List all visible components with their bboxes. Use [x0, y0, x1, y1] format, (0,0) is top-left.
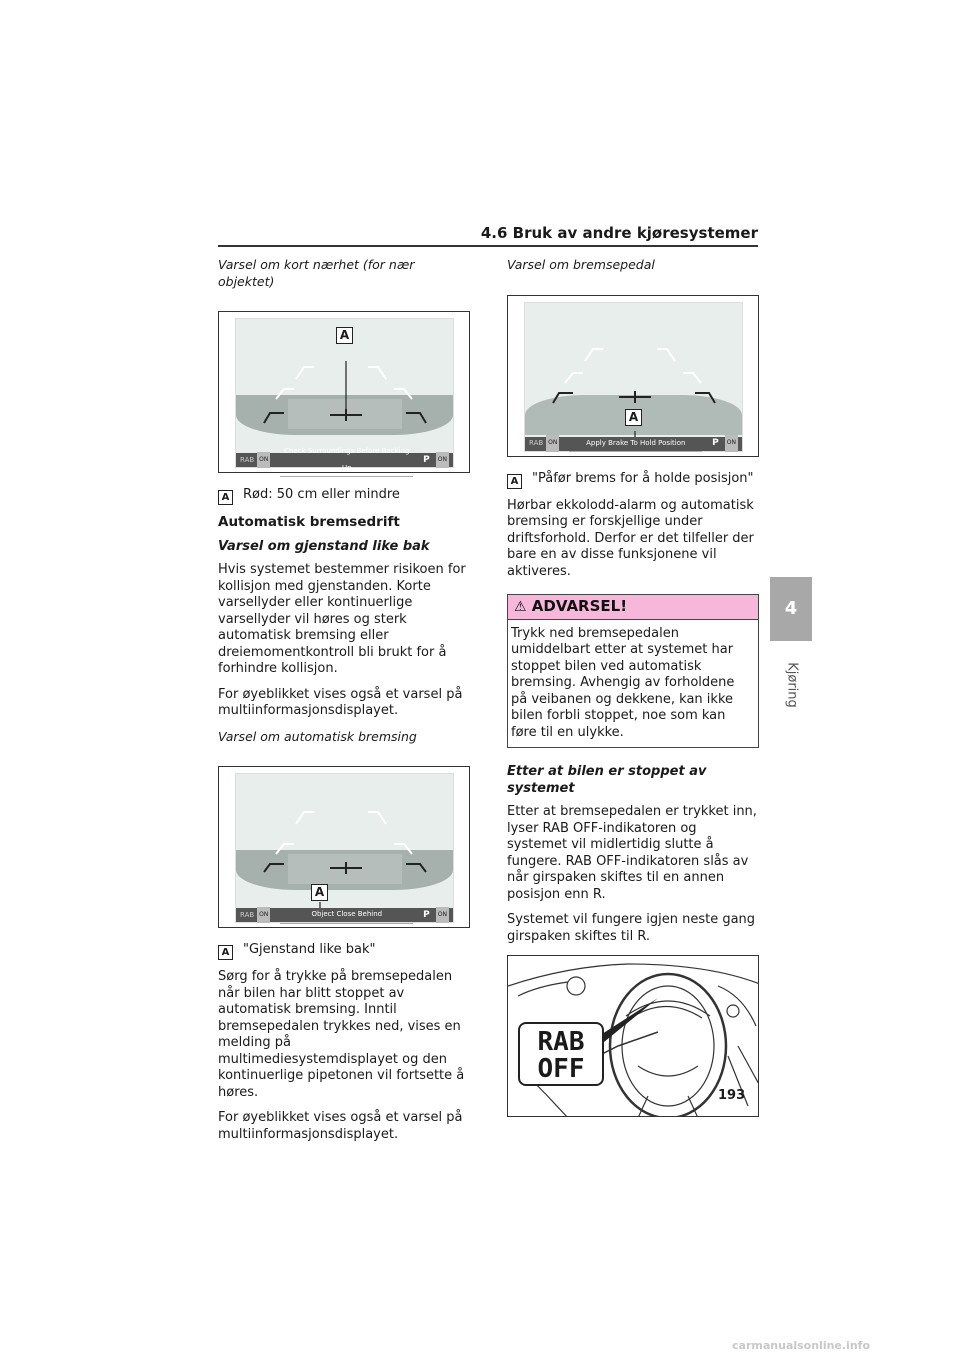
rab-on-badge: ON: [257, 452, 270, 469]
right-column: [507, 257, 759, 1117]
rab-label: RAB: [529, 439, 544, 448]
guide-lines: [525, 303, 744, 453]
warning-triangle-icon: ⚠: [514, 599, 527, 615]
park-label: P: [712, 438, 719, 449]
rab-on-badge: ON: [257, 907, 270, 924]
label-a-box: A: [218, 945, 233, 960]
chapter-tab-number: 4: [770, 577, 812, 641]
subheading-after-stop: Etter at bilen er stoppet av systemet: [507, 764, 707, 796]
figure-label-a: A: [336, 327, 353, 344]
page-number: 193: [718, 1088, 746, 1103]
note-text: "Påfør brems for å holde posisjon": [532, 470, 754, 486]
status-message: Apply Brake To Hold Position: [569, 435, 702, 453]
note-text: "Gjenstand like bak": [243, 942, 376, 957]
label-a-box: A: [507, 474, 522, 489]
status-message: Check Surroundings Before Backing Up: [280, 443, 413, 477]
chapter-tab-label-text: Kjøring: [784, 662, 800, 708]
rab-label: RAB: [240, 910, 255, 919]
park-label: P: [423, 909, 430, 920]
caption-auto-brake: Varsel om automatisk bremsing: [218, 728, 417, 744]
camera-screen: [235, 773, 454, 923]
figure-auto-brake-warning: [218, 766, 470, 928]
park-on-badge: ON: [436, 907, 449, 924]
figure-note: [218, 487, 470, 505]
paragraph: Etter at bremsepedalen er trykket inn, lyser RAB OFF-indikatoren og systemet vil midlertidig slutte å fungere. RAB OFF-indikatoren slås av når girspaken skiftes til en annen posisjon enn R.: [507, 804, 757, 902]
indicator-line-2: OFF: [537, 1054, 585, 1084]
warning-header: [508, 595, 758, 620]
guide-lines: [236, 774, 455, 924]
warning-box: [507, 594, 759, 748]
heading-auto-brake: Automatisk bremsedrift: [218, 514, 400, 530]
label-a-box: A: [218, 490, 233, 505]
watermark: carmanualsonline.info: [732, 1339, 870, 1352]
warning-title: ADVARSEL!: [531, 597, 628, 615]
left-column: [218, 257, 470, 1152]
caption-brake-pedal: Varsel om bremsepedal: [507, 257, 655, 272]
status-bar: [236, 908, 453, 922]
figure-proximity-warning: [218, 311, 470, 473]
status-bar: [236, 447, 453, 472]
figure-note: [507, 471, 759, 489]
figure-label-a: A: [625, 409, 642, 426]
header-rule: [218, 245, 758, 247]
figure-note: [218, 942, 470, 960]
status-message: Object Close Behind: [280, 906, 413, 924]
status-bar: [525, 437, 742, 451]
paragraph: For øyeblikket vises også et varsel på multiinformasjonsdisplayet.: [218, 686, 463, 718]
paragraph: Sørg for å trykke på bremsepedalen når bilen har blitt stoppet av automatisk bremsing. Inntil bremsepedalen trykkes ned, vises en melding på multimediesystemdisplayet og den kontinuerlige pipetonen vil fortsette å høres.: [218, 969, 465, 1100]
figure-label-a: A: [311, 884, 328, 901]
note-text: Rød: 50 cm eller mindre: [243, 487, 400, 502]
park-on-badge: ON: [725, 435, 738, 452]
figure-brake-pedal-warning: [507, 295, 759, 457]
rab-on-badge: ON: [546, 435, 559, 452]
paragraph: Hvis systemet bestemmer risikoen for kollisjon med gjenstanden. Korte varsellyder eller kontinuerlige varsellyder vil høres og sterk automatisk bremsing eller dreiemomentkontroll bli brukt for å forhindre kollisjon.: [218, 562, 466, 676]
park-label: P: [423, 454, 430, 465]
paragraph: Hørbar ekkolodd-alarm og automatisk bremsing er forskjellige under driftsforhold. Derfor er det tilfeller der bare en av disse funksjonene vil aktiveres.: [507, 497, 754, 579]
indicator-line-1: RAB: [537, 1027, 585, 1057]
caption-proximity: Varsel om kort nærhet (for nær objektet): [218, 257, 415, 289]
paragraph: Systemet vil fungere igjen neste gang girspaken skiftes til R.: [507, 912, 756, 944]
paragraph: For øyeblikket vises også et varsel på multiinformasjonsdisplayet.: [218, 1110, 463, 1142]
chapter-tab-label: [771, 650, 813, 720]
camera-screen: [524, 302, 743, 452]
rab-label: RAB: [240, 455, 255, 464]
warning-text: Trykk ned bremsepedalen umiddelbart etter at systemet har stoppet bilen ved automatisk bremsing. Avhengig av forholdene på veibanen og dekkene, kan ikke bilen forbli stoppet, noe som kan føre til en ulykke.: [511, 625, 735, 740]
subheading-object-behind: Varsel om gjenstand like bak: [218, 538, 430, 554]
section-header: 4.6 Bruk av andre kjøresystemer: [480, 224, 758, 242]
park-on-badge: ON: [436, 452, 449, 469]
rab-off-indicator-box: [518, 1022, 604, 1086]
